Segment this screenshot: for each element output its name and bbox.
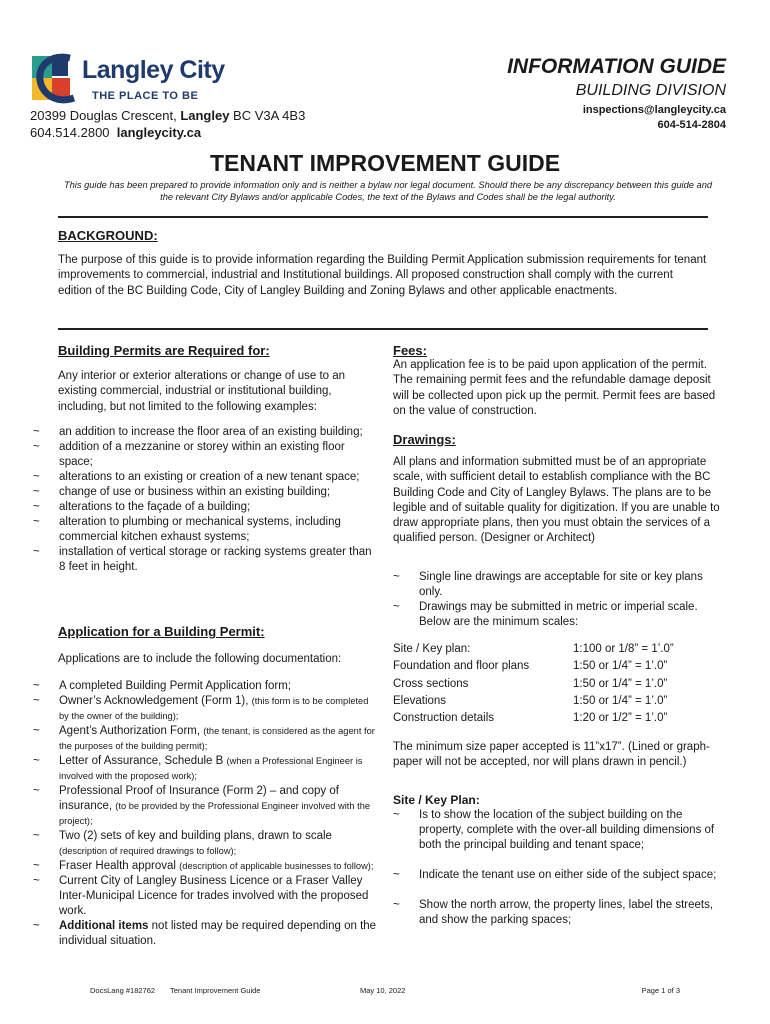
list-item: ~ addition of a mezzanine or storey within an existing floor space; bbox=[33, 440, 378, 470]
minimum-scales-table bbox=[393, 643, 718, 729]
logo-wordmark: Langley City bbox=[82, 56, 225, 84]
city-address-block bbox=[30, 107, 305, 141]
list-item: ~ Indicate the tenant use on either side of the subject space; bbox=[393, 868, 718, 883]
application-list bbox=[33, 679, 378, 949]
application-heading: Application for a Building Permit: bbox=[58, 624, 265, 639]
drawings-heading: Drawings: bbox=[393, 432, 456, 447]
site-plan-list bbox=[393, 808, 718, 928]
application-intro: Applications are to include the following documentation: bbox=[58, 653, 342, 665]
list-item: ~ an addition to increase the floor area of an existing building; bbox=[33, 425, 378, 440]
permits-required-heading: Building Permits are Required for: bbox=[58, 343, 270, 358]
fees-text: An application fee is to be paid upon application of the permit. The remaining permit fees and the refundable damage deposit will be collected upon pick up the permit. Permit fees are based on the value of construction. bbox=[393, 359, 716, 417]
footer-page-number: Page 1 of 3 bbox=[641, 986, 680, 995]
divider bbox=[58, 328, 708, 330]
table-row: Cross sections 1:50 or 1/4” = 1’.0” bbox=[393, 677, 668, 690]
list-item: ~ Fraser Health approval (description of applicable businesses to follow); bbox=[33, 859, 378, 874]
list-item: ~ Professional Proof of Insurance (Form 2) – and copy of insurance, (to be provided by the Professional Engineer involved with the project); bbox=[33, 784, 378, 829]
list-item: ~ Current City of Langley Business Licence or a Fraser Valley Inter-Municipal Licence for trades involved with the proposed work. bbox=[33, 874, 378, 919]
list-item: ~ Show the north arrow, the property lines, label the streets, and show the parking spaces; bbox=[393, 898, 718, 928]
table-row: Elevations 1:50 or 1/4” = 1’.0” bbox=[393, 694, 668, 707]
city-website-link[interactable]: langleycity.ca bbox=[116, 125, 202, 140]
city-contact-line bbox=[30, 124, 305, 141]
table-row: Site / Key plan: 1:100 or 1/8” = 1’.0” bbox=[393, 643, 674, 655]
list-item: ~ Agent’s Authorization Form, (the tenant, is considered as the agent for the purposes of the building permit); bbox=[33, 724, 378, 754]
list-item: ~ Is to show the location of the subject building on the property, complete with the over-all building dimensions of both the principal building and tenant space; bbox=[393, 808, 718, 853]
division-email-link[interactable]: inspections@langleycity.ca bbox=[582, 104, 726, 116]
permits-required-list bbox=[33, 425, 378, 575]
list-item: ~ alterations to the façade of a building; bbox=[33, 500, 378, 515]
permits-required-intro: Any interior or exterior alterations or change of use to an existing commercial, industrial or institutional building, including, but not limited to the following examples: bbox=[58, 370, 346, 413]
footer-doc-name: Tenant Improvement Guide bbox=[170, 986, 261, 995]
guide-type-title: INFORMATION GUIDE bbox=[507, 55, 726, 78]
list-item: ~ Single line drawings are acceptable for site or key plans only. bbox=[393, 570, 718, 600]
drawings-text: All plans and information submitted must be of an appropriate scale, with sufficient detail to establish compliance with the BC Building Code and City of Langley Bylaws. The plans are to be legible and of suitable quality for digitization. If you are unable to draw appropriate plans, then you must obtain the services of a qualified person. (Designer or Architect) bbox=[393, 456, 720, 545]
list-item: ~ Additional items not listed may be required depending on the individual situation. bbox=[33, 919, 378, 949]
paper-size-note: The minimum size paper accepted is 11”x17”. (Lined or graph-paper will not be accepted, nor will plans drawn in pencil.) bbox=[393, 741, 710, 769]
list-item: ~ Drawings may be submitted in metric or imperial scale. Below are the minimum scales: bbox=[393, 600, 718, 630]
list-item: ~ A completed Building Permit Application form; bbox=[33, 679, 378, 694]
divider bbox=[58, 216, 708, 218]
division-phone: 604-514-2804 bbox=[657, 119, 726, 131]
footer-doc-ref: DocsLang #182762 bbox=[90, 986, 156, 995]
list-item: ~ alterations to an existing or creation of a new tenant space; bbox=[33, 470, 378, 485]
list-item: ~ Owner’s Acknowledgement (Form 1), (this form is to be completed by the owner of the building); bbox=[33, 694, 378, 724]
list-item: ~ change of use or business within an existing building; bbox=[33, 485, 378, 500]
list-item: ~ installation of vertical storage or racking systems greater than 8 feet in height. bbox=[33, 545, 378, 575]
list-item: ~ Letter of Assurance, Schedule B (when a Professional Engineer is involved with the proposed work); bbox=[33, 754, 378, 784]
site-plan-heading: Site / Key Plan: bbox=[393, 793, 480, 807]
background-text: The purpose of this guide is to provide information regarding the Building Permit Application submission requirements for tenant improvements to commercial, industrial and Institutional buildings. All proposed construction shall comply with the current edition of the BC Building Code, City of Langley Building and Zoning Bylaws and other applicable enactments. bbox=[58, 254, 707, 297]
langley-city-logo bbox=[30, 48, 230, 110]
list-item: ~ alteration to plumbing or mechanical systems, including commercial kitchen exhaust systems; bbox=[33, 515, 378, 545]
document-title: TENANT IMPROVEMENT GUIDE bbox=[209, 150, 561, 176]
guide-header bbox=[507, 55, 726, 133]
langley-city-logo-mark-icon bbox=[30, 50, 86, 106]
background-heading: BACKGROUND: bbox=[58, 228, 158, 243]
table-row: Foundation and floor plans 1:50 or 1/4” = 1’.0” bbox=[393, 660, 668, 673]
street-address: 20399 Douglas Crescent, Langley BC V3A 4B3 bbox=[30, 108, 306, 123]
fees-heading: Fees: bbox=[393, 343, 427, 358]
division-name: BUILDING DIVISION bbox=[575, 82, 726, 99]
table-row: Construction details 1:20 or 1/2” = 1’.0” bbox=[393, 712, 668, 725]
disclaimer: This guide has been prepared to provide information only and is neither a bylaw nor legal document. Should there be any discrepancy between this guide and the relevant City Bylaws and/or applicable Codes, the text of the Bylaws and Codes shall be the legal authority. bbox=[63, 180, 713, 202]
city-phone: 604.514.2800 bbox=[30, 125, 110, 140]
drawings-list bbox=[393, 570, 718, 630]
logo-tagline: THE PLACE TO BE bbox=[92, 90, 199, 102]
footer-date: May 10, 2022 bbox=[360, 986, 406, 995]
list-item: ~ Two (2) sets of key and building plans, drawn to scale (description of required drawings to follow); bbox=[33, 829, 378, 859]
